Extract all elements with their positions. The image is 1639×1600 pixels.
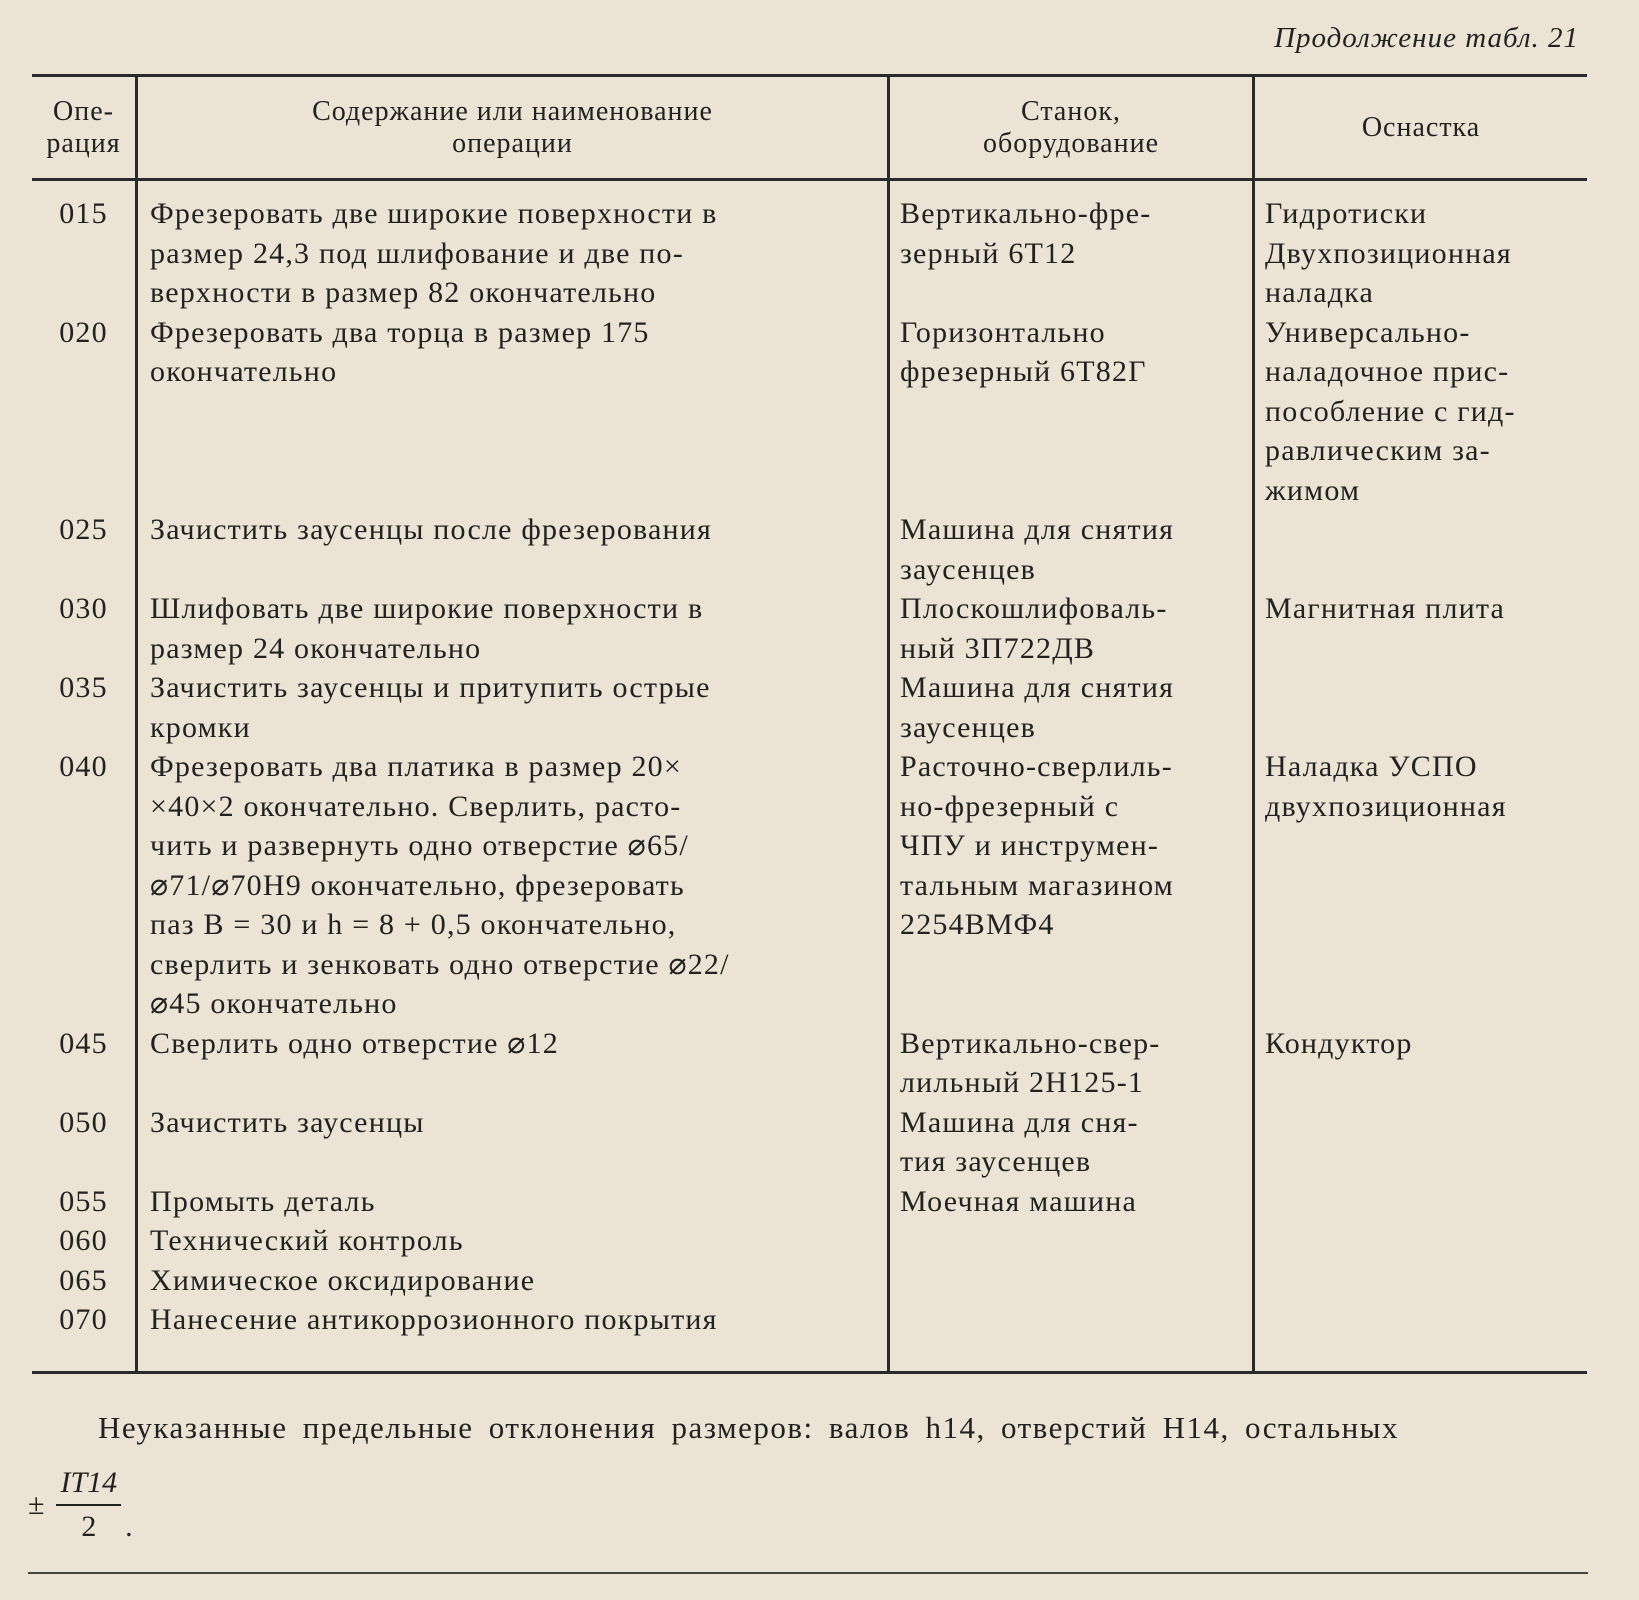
tolerance-note: Неуказанные предельные отклонения размеров: валов h14, отверстий Н14, остальных [98,1410,1400,1445]
cell-machine: тия заусенцев [900,1145,1092,1178]
cell-machine: фрезерный 6Т82Г [900,355,1147,388]
cell-machine: Машина для сня- [900,1105,1139,1139]
cell-content: размер 24 окончательно [150,631,482,665]
table-continuation-label: Продолжение табл. 21 [1274,22,1579,54]
cell-machine: 2254ВМФ4 [900,908,1055,941]
cell-tooling: Двухпозиционная [1265,236,1512,270]
cell-content: Зачистить заусенцы и притупить острые [150,671,711,704]
cell-content: паз B = 30 и h = 8 + 0,5 окончательно, [150,908,677,941]
cell-content: Промыть деталь [150,1184,376,1218]
cell-machine: лильный 2Н125-1 [900,1066,1145,1099]
cell-content: кромки [150,710,251,744]
cell-op: 055 [59,1184,108,1218]
cell-machine: заусенцев [900,552,1037,586]
cell-content: Зачистить заусенцы [150,1105,425,1139]
cell-tooling: равлическим за- [1265,434,1491,467]
cell-content: Зачистить заусенцы после фрезерования [150,513,713,546]
cell-content: ⌀71/⌀70H9 окончательно, фрезеровать [150,868,685,902]
header-machine: Станок, оборудование [982,96,1160,159]
fraction-period: . [125,1510,133,1543]
tolerance-formula [28,1466,133,1544]
cell-content: Нанесение антикоррозионного покрытия [150,1303,718,1336]
cell-content: Технический контроль [150,1224,464,1257]
cell-content: Химическое оксидирование [150,1263,536,1297]
header-tooling: Оснастка [1361,112,1481,143]
cell-op: 030 [59,592,108,625]
cell-op: 045 [59,1026,108,1060]
cell-content: Фрезеровать две широкие поверхности в [150,197,718,230]
cell-content: ⌀45 окончательно [150,987,398,1020]
header-operation: Опе- рация [46,96,121,159]
cell-content: сверлить и зенковать одно отверстие ⌀22/ [150,947,730,981]
cell-machine: Вертикально-свер- [900,1026,1161,1060]
cell-tooling: жимом [1265,473,1361,507]
cell-op: 050 [59,1105,108,1139]
cell-content: Фрезеровать два платика в размер 20× [150,750,682,783]
cell-machine: тальным магазином [900,868,1174,902]
cell-tooling: Универсально- [1265,315,1471,349]
cell-content: Фрезеровать два торца в размер 175 [150,315,650,349]
cell-content: Сверлить одно отверстие ⌀12 [150,1026,559,1060]
cell-content: ×40×2 окончательно. Сверлить, расто- [150,789,682,823]
cell-tooling: наладочное прис- [1265,355,1510,388]
fraction [56,1466,121,1544]
cell-content: чить и развернуть одно отверстие ⌀65/ [150,829,689,862]
cell-machine: Плоскошлифоваль- [900,592,1168,625]
cell-tooling: двухпозиционная [1265,789,1507,823]
plus-minus-sign: ± [28,1488,45,1521]
column-divider-2 [887,74,890,1371]
cell-tooling: наладка [1265,276,1375,309]
cell-op: 060 [59,1224,108,1257]
cell-content: верхности в размер 82 окончательно [150,276,657,309]
column-divider-3 [1252,74,1255,1371]
fraction-numerator: IT14 [56,1466,121,1506]
cell-machine: зерный 6Т12 [900,236,1077,270]
cell-machine: Моечная машина [900,1184,1138,1218]
page-bottom-rule [28,1572,1588,1574]
cell-machine: Расточно-сверлиль- [900,750,1173,783]
cell-op: 035 [59,671,108,704]
cell-op: 015 [59,197,108,230]
table-bottom-rule [32,1371,1587,1374]
cell-tooling: Гидротиски [1265,197,1428,230]
cell-tooling: Наладка УСПО [1265,750,1478,783]
cell-content: Шлифовать две широкие поверхности в [150,592,704,625]
cell-machine: Машина для снятия [900,671,1175,704]
operations-table [32,74,1587,1374]
cell-op: 070 [59,1303,108,1336]
cell-machine: Машина для снятия [900,513,1175,546]
cell-machine: ЧПУ и инструмен- [900,829,1160,862]
cell-machine: заусенцев [900,710,1037,744]
cell-tooling: Магнитная плита [1265,592,1506,625]
cell-machine: но-фрезерный с [900,789,1120,823]
cell-machine: ный 3П722ДВ [900,631,1096,665]
cell-tooling: пособление с гид- [1265,394,1516,428]
fraction-denominator: 2 [81,1510,97,1543]
cell-op: 040 [59,750,108,783]
cell-op: 020 [59,315,108,349]
cell-tooling: Кондуктор [1265,1026,1413,1060]
cell-op: 065 [59,1263,108,1297]
cell-machine: Вертикально-фре- [900,197,1152,230]
cell-content: окончательно [150,355,338,388]
column-divider-1 [135,74,138,1371]
cell-machine: Горизонтально [900,315,1106,349]
header-content: Содержание или наименование операции [312,96,713,159]
cell-op: 025 [59,513,108,546]
cell-content: размер 24,3 под шлифование и две по- [150,236,684,270]
